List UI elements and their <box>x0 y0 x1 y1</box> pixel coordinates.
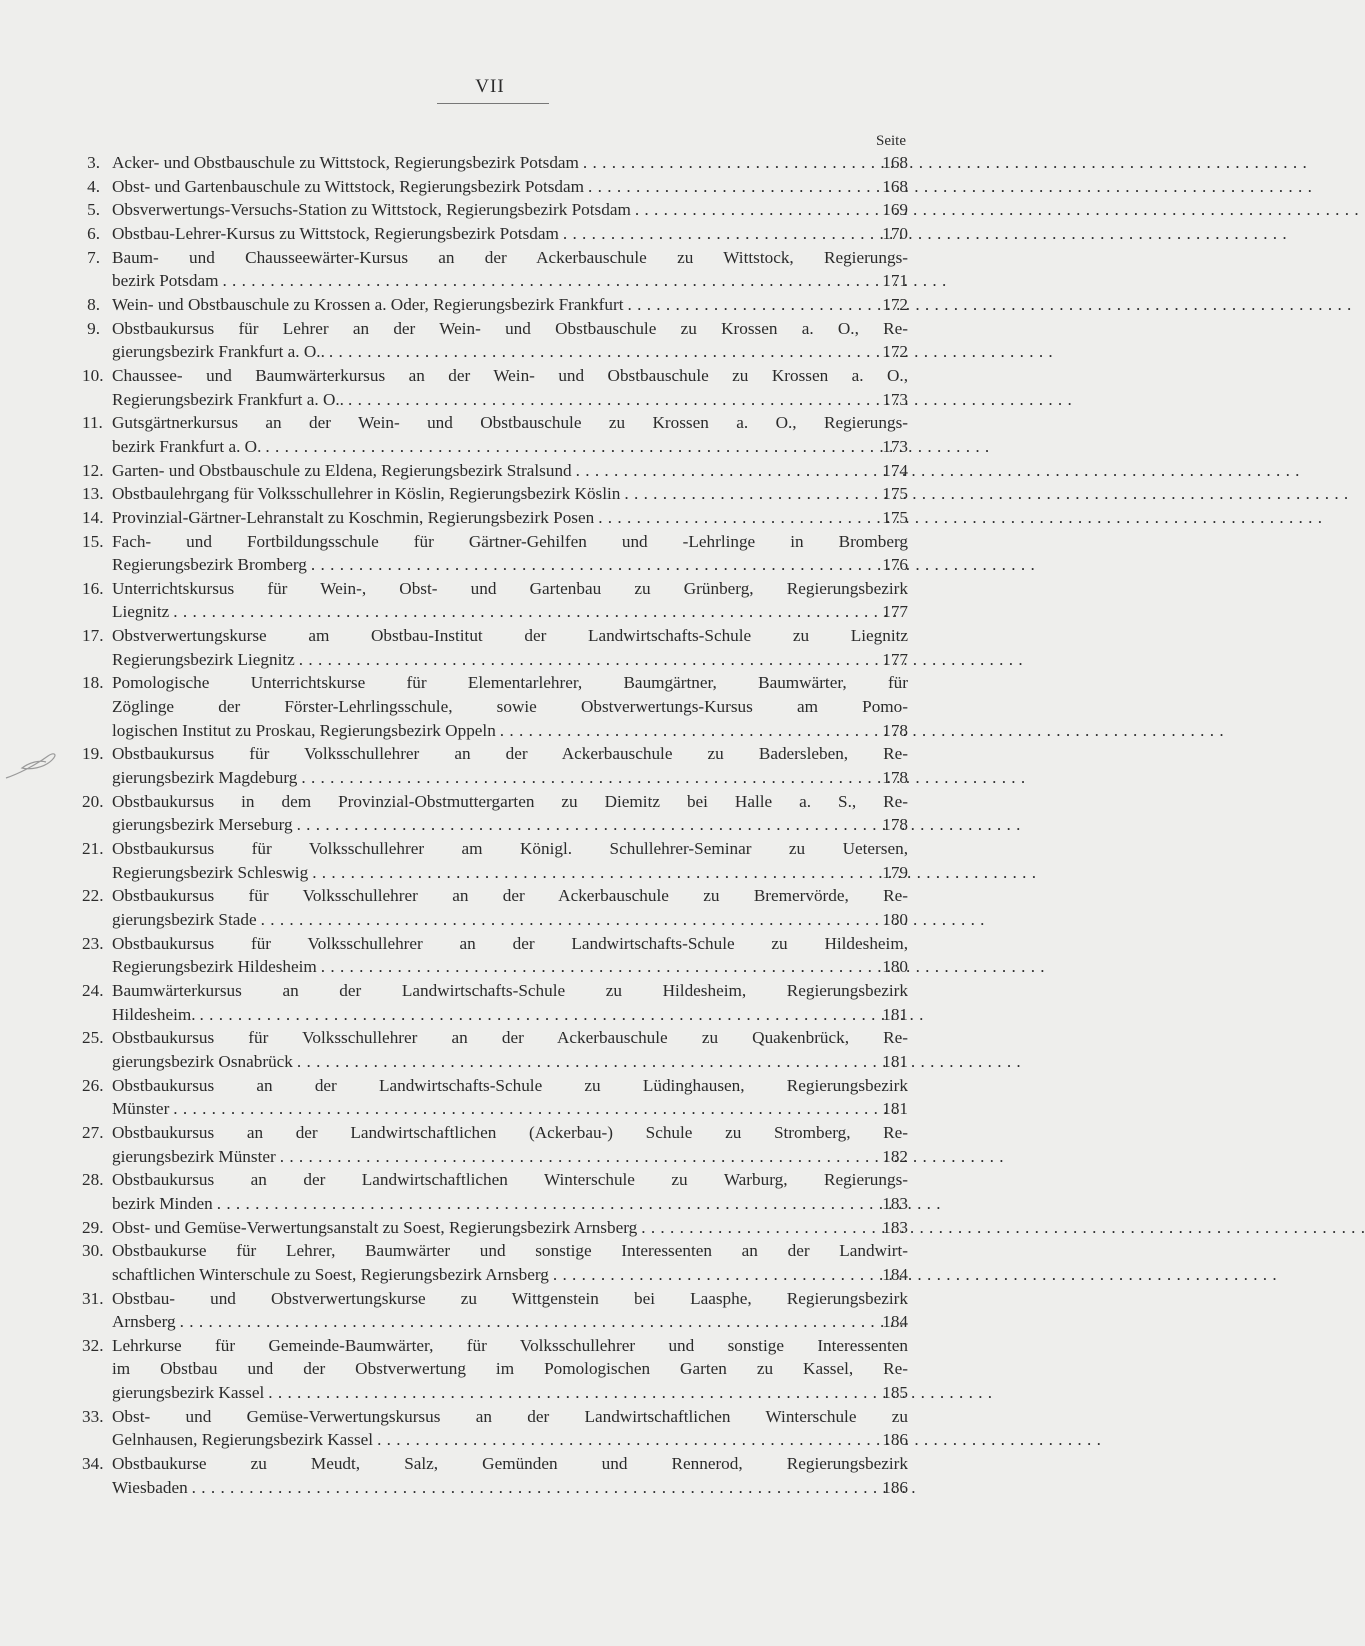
table-of-contents <box>82 151 908 1499</box>
toc-entry <box>82 1216 908 1240</box>
toc-entry <box>82 364 908 411</box>
entry-page-number: 168 <box>882 176 908 196</box>
dot-leader <box>308 861 866 885</box>
entry-title-line: Obstbaukursus für Volksschullehrer an der Landwirtschafts-Schule zu Hildesheim, <box>112 933 908 953</box>
entry-title: logischen Institut zu Proskau, Regierungsbezirk Oppeln <box>112 720 496 740</box>
entry-final-line <box>112 388 908 412</box>
dot-leader <box>584 175 866 199</box>
entry-page-number: 183 <box>882 1193 908 1213</box>
toc-entry <box>82 1287 908 1334</box>
entry-title-line: Obstbaukurse zu Meudt, Salz, Gemünden und Rennerod, Regierungsbezirk <box>112 1454 908 1474</box>
dot-leader <box>261 435 866 459</box>
dot-leader <box>257 908 866 932</box>
toc-entry <box>82 198 908 222</box>
entry-title: gierungsbezirk Münster <box>112 1146 276 1166</box>
entry-title-line: Baum- und Chausseewärter-Kursus an der Ackerbauschule zu Wittstock, Regierungs- <box>112 247 908 267</box>
entry-number: 29. <box>82 1217 104 1237</box>
toc-entry <box>82 222 908 246</box>
entry-title: Wein- und Obstbauschule zu Krossen a. Oder, Regierungsbezirk Frankfurt <box>112 294 624 314</box>
entry-title-line: im Obstbau und der Obstverwertung im Pomologischen Garten zu Kassel, Re- <box>112 1359 908 1379</box>
dot-leader <box>169 600 866 624</box>
entry-title: Arnsberg <box>112 1312 176 1332</box>
entry-page-number: 171 <box>882 271 908 291</box>
entry-final-line <box>112 1476 908 1500</box>
toc-entry <box>82 1405 908 1452</box>
dot-leader <box>325 340 866 364</box>
entry-number: 11. <box>82 413 103 433</box>
entry-title-line: Unterrichtskursus für Wein-, Obst- und Gartenbau zu Grünberg, Regierungsbezirk <box>112 578 908 598</box>
entry-page-number: 168 <box>882 153 908 172</box>
page-number-roman: VII <box>475 76 505 97</box>
entry-final-line <box>112 1003 908 1027</box>
entry-title: Liegnitz <box>112 602 170 622</box>
entry-final-line <box>112 719 908 743</box>
dot-leader <box>344 388 866 412</box>
entry-page-number: 185 <box>882 1383 908 1403</box>
dot-leader <box>307 553 866 577</box>
entry-page-number: 178 <box>882 768 908 788</box>
entry-page-number: 177 <box>882 602 908 622</box>
entry-number: 13. <box>82 484 104 504</box>
entry-page-number: 184 <box>882 1264 908 1284</box>
entry-number: 12. <box>82 460 104 480</box>
entry-final-line <box>112 269 908 293</box>
dot-leader <box>579 151 866 175</box>
entry-number: 8. <box>87 294 100 314</box>
entry-final-line <box>112 151 908 175</box>
toc-entry <box>82 411 908 458</box>
entry-final-line <box>112 198 908 222</box>
entry-title-line: Gutsgärtnerkursus an der Wein- und Obstbauschule zu Krossen a. O., Regierungs- <box>112 413 908 433</box>
entry-number: 16. <box>82 578 104 598</box>
entry-number: 17. <box>82 626 104 646</box>
toc-entry <box>82 317 908 364</box>
toc-entry <box>82 932 908 979</box>
entry-title: Obstbaulehrgang für Volksschullehrer in Köslin, Regierungsbezirk Köslin <box>112 484 621 504</box>
toc-entry <box>82 482 908 506</box>
entry-title-line: Zöglinge der Förster-Lehrlingsschule, sowie Obstverwertungs-Kursus am Pomo- <box>112 697 908 717</box>
entry-number: 24. <box>82 980 104 1000</box>
entry-final-line <box>112 222 908 246</box>
entry-number: 4. <box>87 176 100 196</box>
entry-final-line <box>112 1216 908 1240</box>
entry-final-line <box>112 459 908 483</box>
toc-entry <box>82 884 908 931</box>
dot-leader <box>176 1310 866 1334</box>
toc-entry <box>82 1074 908 1121</box>
entry-title: Obstbau-Lehrer-Kursus zu Wittstock, Regierungsbezirk Potsdam <box>112 223 559 243</box>
entry-final-line <box>112 861 908 885</box>
toc-entry <box>82 837 908 884</box>
pencil-mark-icon <box>4 748 64 788</box>
toc-entry <box>82 742 908 789</box>
entry-final-line <box>112 600 908 624</box>
entry-page-number: 172 <box>882 342 908 362</box>
entry-final-line <box>112 1097 908 1121</box>
dot-leader <box>297 766 866 790</box>
toc-entry <box>82 1168 908 1215</box>
dot-leader <box>620 482 866 506</box>
entry-title-line: Lehrkurse für Gemeinde-Baumwärter, für Volksschullehrer und sonstige Interessenten <box>112 1335 908 1355</box>
toc-entry <box>82 1239 908 1286</box>
entry-number: 30. <box>82 1241 104 1261</box>
entry-number: 6. <box>87 223 100 243</box>
dot-leader <box>213 1192 866 1216</box>
entry-number: 28. <box>82 1170 104 1190</box>
entry-page-number: 176 <box>882 555 908 575</box>
entry-final-line <box>112 340 908 364</box>
toc-entry <box>82 577 908 624</box>
entry-title-line: Obstbaukursus für Volksschullehrer am Königl. Schullehrer-Seminar zu Uetersen, <box>112 839 908 859</box>
entry-page-number: 182 <box>882 1146 908 1166</box>
entry-number: 33. <box>82 1406 104 1426</box>
entry-title: Obsverwertungs-Versuchs-Station zu Wittstock, Regierungsbezirk Potsdam <box>112 200 631 220</box>
entry-number: 15. <box>82 531 104 551</box>
dot-leader <box>264 1381 866 1405</box>
entry-number: 22. <box>82 886 104 906</box>
entry-page-number: 186 <box>882 1477 908 1497</box>
entry-page-number: 180 <box>882 910 908 929</box>
entry-title-line: Obstbaukursus für Lehrer an der Wein- und Obstbauschule zu Krossen a. O., Re- <box>112 318 908 338</box>
toc-entry <box>82 459 908 483</box>
entry-title: Provinzial-Gärtner-Lehranstalt zu Koschmin, Regierungsbezirk Posen <box>112 507 595 527</box>
entry-page-number: 179 <box>882 862 908 882</box>
entry-number: 25. <box>82 1028 104 1048</box>
dot-leader <box>169 1097 866 1121</box>
entry-page-number: 181 <box>882 1051 908 1071</box>
toc-entry <box>82 175 908 199</box>
entry-number: 27. <box>82 1122 104 1142</box>
dot-leader <box>196 1003 866 1027</box>
entry-number: 32. <box>82 1335 104 1355</box>
toc-entry <box>82 979 908 1026</box>
entry-title: gierungsbezirk Osnabrück <box>112 1051 293 1071</box>
entry-page-number: 177 <box>882 649 908 669</box>
toc-entry <box>82 624 908 671</box>
entry-title-line: Chaussee- und Baumwärterkursus an der Wein- und Obstbauschule zu Krossen a. O., <box>112 365 908 385</box>
dot-leader <box>293 813 866 837</box>
entry-page-number: 174 <box>882 460 908 480</box>
entry-page-number: 173 <box>882 436 908 456</box>
entry-final-line <box>112 1428 908 1452</box>
entry-title-line: Obstbaukursus an der Landwirtschaftlichen Winterschule zu Warburg, Regierungs- <box>112 1170 908 1190</box>
dot-leader <box>293 1050 866 1074</box>
entry-title: Gelnhausen, Regierungsbezirk Kassel <box>112 1430 374 1450</box>
entry-title-line: Obstbaukursus für Volksschullehrer an der Ackerbauschule zu Quakenbrück, Re- <box>112 1028 908 1048</box>
entry-number: 21. <box>82 839 104 859</box>
entry-final-line <box>112 955 908 979</box>
dot-leader <box>559 222 866 246</box>
entry-number: 26. <box>82 1075 104 1095</box>
entry-final-line <box>112 1050 908 1074</box>
entry-page-number: 181 <box>882 1004 908 1024</box>
entry-title: Hildesheim. <box>112 1004 196 1024</box>
page-column-label: Seite <box>876 133 906 149</box>
entry-page-number: 183 <box>882 1217 908 1237</box>
entry-title: gierungsbezirk Merseburg <box>112 815 293 835</box>
entry-title: schaftlichen Winterschule zu Soest, Regierungsbezirk Arnsberg <box>112 1264 549 1284</box>
dot-leader <box>631 198 866 222</box>
entry-final-line <box>112 293 908 317</box>
entry-title-line: Obstverwertungskurse am Obstbau-Institut der Landwirtschafts-Schule zu Liegnitz <box>112 626 908 646</box>
entry-number: 20. <box>82 791 104 811</box>
entry-title: gierungsbezirk Stade <box>112 910 257 929</box>
entry-title: gierungsbezirk Kassel <box>112 1383 265 1403</box>
dot-leader <box>276 1145 866 1169</box>
entry-final-line <box>112 1192 908 1216</box>
dot-leader <box>373 1428 866 1452</box>
dot-leader <box>295 648 866 672</box>
entry-final-line <box>112 1310 908 1334</box>
toc-entry <box>82 1121 908 1168</box>
dot-leader <box>317 955 866 979</box>
entry-title-line: Fach- und Fortbildungsschule für Gärtner-Gehilfen und -Lehrlinge in Bromberg <box>112 531 908 551</box>
entry-title: Obst- und Gartenbauschule zu Wittstock, Regierungsbezirk Potsdam <box>112 176 585 196</box>
entry-title: bezirk Minden <box>112 1193 213 1213</box>
entry-title-line: Obstbaukursus für Volksschullehrer an der Ackerbauschule zu Bremervörde, Re- <box>112 886 908 906</box>
entry-title-line: Obstbaukursus für Volksschullehrer an der Ackerbauschule zu Badersleben, Re- <box>112 744 908 764</box>
entry-final-line <box>112 766 908 790</box>
entry-title-line: Obstbaukursus in dem Provinzial-Obstmuttergarten zu Diemitz bei Halle a. S., Re- <box>112 791 908 811</box>
entry-number: 34. <box>82 1454 104 1474</box>
entry-title: Regierungsbezirk Hildesheim <box>112 957 317 977</box>
entry-title: Regierungsbezirk Bromberg <box>112 555 307 575</box>
entry-title: Münster <box>112 1099 170 1119</box>
entry-number: 9. <box>87 318 100 338</box>
entry-page-number: 186 <box>882 1430 908 1450</box>
entry-title: gierungsbezirk Frankfurt a. O.. <box>112 342 325 362</box>
entry-title-line: Obstbaukursus an der Landwirtschafts-Schule zu Lüdinghausen, Regierungsbezirk <box>112 1075 908 1095</box>
entry-title: Regierungsbezirk Liegnitz <box>112 649 295 669</box>
entry-title-line: Baumwärterkursus an der Landwirtschafts-Schule zu Hildesheim, Regierungsbezirk <box>112 980 908 1000</box>
entry-number: 31. <box>82 1288 104 1308</box>
entry-page-number: 169 <box>882 200 908 220</box>
entry-title: Acker- und Obstbauschule zu Wittstock, Regierungsbezirk Potsdam <box>112 153 579 172</box>
toc-entry <box>82 1452 908 1499</box>
entry-number: 18. <box>82 673 104 693</box>
entry-title: gierungsbezirk Magdeburg <box>112 768 298 788</box>
entry-final-line <box>112 908 908 932</box>
entry-final-line <box>112 1145 908 1169</box>
dot-leader <box>637 1216 866 1240</box>
entry-page-number: 172 <box>882 294 908 314</box>
entry-number: 7. <box>87 247 100 267</box>
entry-title: Wiesbaden <box>112 1477 188 1497</box>
dot-leader <box>218 269 866 293</box>
entry-final-line <box>112 175 908 199</box>
entry-title: Regierungsbezirk Schleswig <box>112 862 309 882</box>
entry-page-number: 175 <box>882 484 908 504</box>
entry-final-line <box>112 553 908 577</box>
toc-entry <box>82 293 908 317</box>
entry-page-number: 184 <box>882 1312 908 1332</box>
entry-page-number: 175 <box>882 507 908 527</box>
dot-leader <box>624 293 866 317</box>
entry-title-line: Obst- und Gemüse-Verwertungskursus an der Landwirtschaftlichen Winterschule zu <box>112 1406 908 1426</box>
entry-title: Garten- und Obstbauschule zu Eldena, Regierungsbezirk Stralsund <box>112 460 572 480</box>
entry-number: 23. <box>82 933 104 953</box>
toc-entry <box>82 790 908 837</box>
entry-title: bezirk Potsdam <box>112 271 219 291</box>
entry-title: Regierungsbezirk Frankfurt a. O.. <box>112 389 344 409</box>
toc-entry <box>82 1334 908 1405</box>
entry-title-line: Obstbaukurse für Lehrer, Baumwärter und sonstige Interessenten an der Landwirt- <box>112 1241 908 1261</box>
toc-entry <box>82 671 908 742</box>
entry-title-line: Pomologische Unterrichtskurse für Elementarlehrer, Baumgärtner, Baumwärter, für <box>112 673 908 693</box>
entry-number: 19. <box>82 744 104 764</box>
toc-entry <box>82 530 908 577</box>
header-rule <box>437 103 549 104</box>
entry-title-line: Obstbaukursus an der Landwirtschaftlichen (Ackerbau-) Schule zu Stromberg, Re- <box>112 1122 908 1142</box>
entry-page-number: 173 <box>882 389 908 409</box>
entry-page-number: 170 <box>882 223 908 243</box>
entry-final-line <box>112 1381 908 1405</box>
entry-page-number: 180 <box>882 957 908 977</box>
entry-final-line <box>112 435 908 459</box>
entry-title-line: Obstbau- und Obstverwertungskurse zu Wittgenstein bei Laasphe, Regierungsbezirk <box>112 1288 908 1308</box>
dot-leader <box>549 1263 866 1287</box>
entry-number: 3. <box>87 153 100 172</box>
dot-leader <box>594 506 866 530</box>
entry-title: bezirk Frankfurt a. O. <box>112 436 262 456</box>
entry-page-number: 178 <box>882 815 908 835</box>
toc-entry <box>82 246 908 293</box>
entry-final-line <box>112 482 908 506</box>
entry-final-line <box>112 506 908 530</box>
dot-leader <box>496 719 866 743</box>
entry-number: 5. <box>87 200 100 220</box>
dot-leader <box>188 1476 866 1500</box>
toc-entry <box>82 1026 908 1073</box>
dot-leader <box>572 459 866 483</box>
entry-final-line <box>112 1263 908 1287</box>
entry-number: 10. <box>82 365 104 385</box>
entry-final-line <box>112 648 908 672</box>
entry-number: 14. <box>82 507 104 527</box>
entry-title: Obst- und Gemüse-Verwertungsanstalt zu Soest, Regierungsbezirk Arnsberg <box>112 1217 638 1237</box>
toc-entry <box>82 506 908 530</box>
toc-entry <box>82 151 908 175</box>
entry-page-number: 178 <box>882 720 908 740</box>
entry-final-line <box>112 813 908 837</box>
entry-page-number: 181 <box>882 1099 908 1119</box>
